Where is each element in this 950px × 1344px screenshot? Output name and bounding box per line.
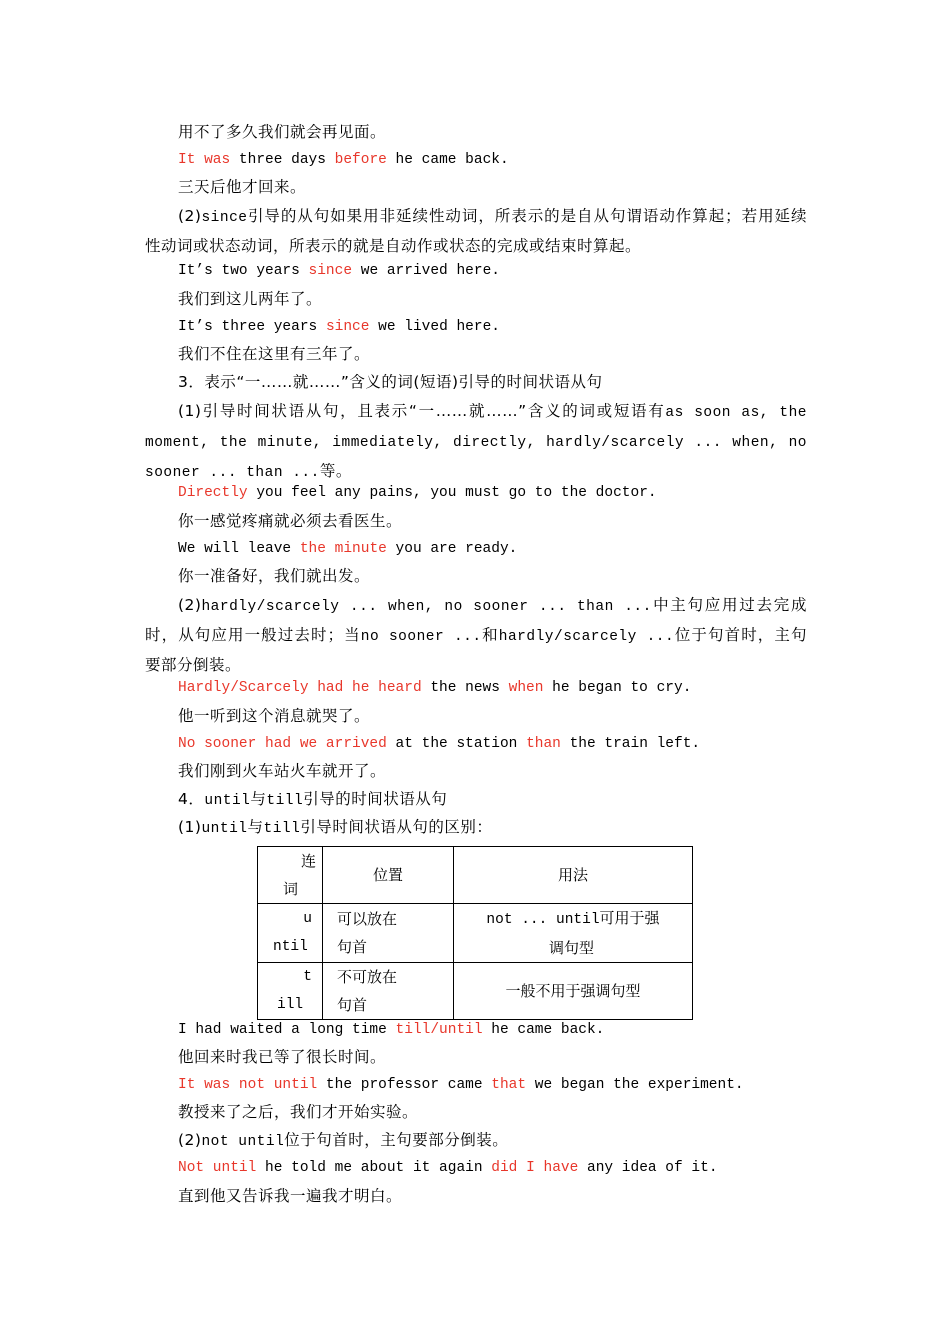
highlighted-text: than: [526, 736, 561, 752]
sentence-text: We will leave: [178, 541, 300, 557]
sentence-text: the professor came: [317, 1077, 492, 1093]
latin-text: no sooner ...: [360, 629, 482, 645]
sentence-text: any idea of it.: [578, 1160, 718, 1176]
sentence-text: he began to cry.: [543, 680, 692, 696]
section-heading: [178, 788, 447, 812]
example-sentence: [178, 260, 500, 282]
cjk-text: 引导时间状语从句的区别：: [300, 818, 493, 836]
highlighted-text: Not until: [178, 1160, 257, 1176]
cell-text: 句首: [337, 938, 368, 956]
text-line: [178, 1129, 508, 1153]
rule-paragraph: [145, 591, 807, 679]
cjk-text: 中主句应用过去完成时，从句应用一般过去时；当: [145, 596, 807, 644]
translation-line: 你一准备好，我们就出发。: [178, 567, 371, 585]
cell-text: 连: [300, 852, 316, 870]
cell-text: ill: [277, 997, 304, 1013]
translation-line: 他一听到这个消息就哭了。: [178, 707, 371, 725]
sentence-text: It’s three years: [178, 319, 326, 335]
sentence-text: we arrived here.: [352, 263, 500, 279]
sentence-text: you feel any pains, you must go to the doctor.: [247, 485, 657, 501]
sentence-text: you are ready.: [386, 541, 518, 557]
example-sentence: [178, 538, 517, 560]
cell-text: ntil: [273, 939, 308, 955]
table-row: [258, 963, 693, 1020]
sentence-text: three days: [230, 152, 335, 168]
sentence-text: the news: [421, 680, 509, 696]
latin-text: till: [263, 821, 301, 837]
table-row: [258, 904, 693, 963]
table-header-row: [258, 847, 693, 904]
cjk-text: 等。: [319, 462, 352, 480]
highlighted-text: Hardly/Scarcely had he heard: [178, 680, 422, 696]
latin-text: not until: [201, 1134, 285, 1150]
cjk-text: 引导的从句如果用非延续性动词，所表示的是自从句谓语动作算起；若用延续性动词或状态动词，所表示的就是自动作或状态的完成或结束时算起。: [145, 207, 807, 255]
latin-text: till: [266, 793, 304, 809]
cjk-text: 与: [247, 818, 264, 836]
sentence-text: at the station: [386, 736, 527, 752]
cell-text: 可以放在: [337, 910, 398, 928]
table-cell: [258, 963, 323, 1020]
section-heading: 3．表示“一……就……”含义的词(短语)引导的时间状语从句: [178, 373, 603, 391]
translation-line: 直到他又告诉我一遍我才明白。: [178, 1187, 403, 1205]
latin-text: as soon as, the moment, the minute, immediately, directly, hardly/scarcely ... when, no sooner ... than ...: [145, 405, 807, 481]
table-cell: [454, 963, 693, 1020]
example-sentence: [178, 677, 691, 699]
highlighted-text: that: [491, 1077, 527, 1093]
cjk-text: (2): [178, 207, 202, 225]
sentence-text: he told me about it again: [256, 1160, 492, 1176]
cell-text: 用法: [557, 866, 588, 884]
cell-text: t: [303, 969, 312, 985]
translation-line: 教授来了之后，我们才开始实验。: [178, 1103, 419, 1121]
sentence-text: we began the experiment.: [526, 1077, 744, 1093]
rule-paragraph: [145, 397, 807, 487]
cjk-text: 位于句首时，主句要部分倒装。: [145, 626, 807, 674]
cell-text: 句首: [337, 996, 368, 1014]
cjk-text: 4．: [178, 790, 205, 808]
highlighted-text: since: [308, 263, 353, 279]
translation-line: 你一感觉疼痛就必须去看医生。: [178, 512, 403, 530]
translation-line: 三天后他才回来。: [178, 178, 307, 196]
text-line: [178, 816, 492, 840]
table-cell: [258, 847, 323, 904]
cjk-text: (1)引导时间状语从句，且表示“一……就……”含义的词或短语有: [178, 402, 666, 420]
cjk-text: (2): [178, 596, 202, 614]
highlighted-text: the minute: [299, 541, 387, 557]
cell-text: u: [303, 911, 312, 927]
highlighted-text: since: [325, 319, 370, 335]
cell-text: 不可放在: [337, 968, 398, 986]
cjk-text: 和: [481, 626, 499, 644]
cell-text: 调句型: [549, 939, 595, 957]
table-cell: [323, 904, 454, 963]
latin-text: not ... until: [486, 912, 600, 928]
latin-text: hardly/scarcely ... when, no sooner ... than ...: [201, 599, 652, 615]
table-cell: [323, 847, 454, 904]
sentence-text: the train left.: [560, 736, 701, 752]
sentence-text: he came back.: [482, 1022, 605, 1038]
highlighted-text: did I have: [491, 1160, 579, 1176]
rule-paragraph: [145, 202, 807, 260]
sentence-text: he came back.: [386, 152, 509, 168]
latin-text: until: [204, 793, 251, 809]
cell-text: 位置: [372, 866, 403, 884]
cell-text: 一般不用于强调句型: [505, 982, 641, 1000]
cjk-text: (2): [178, 1131, 202, 1149]
cjk-text: 位于句首时，主句要部分倒装。: [284, 1131, 509, 1149]
example-sentence: [178, 482, 657, 504]
highlighted-text: Directly: [178, 485, 248, 501]
example-sentence: [178, 149, 509, 171]
cjk-text: 可用于强: [599, 909, 660, 927]
example-sentence: [178, 1074, 744, 1096]
highlighted-text: till/until: [395, 1022, 483, 1038]
translation-line: 我们不住在这里有三年了。: [178, 345, 371, 363]
example-sentence: [178, 1019, 604, 1041]
translation-line: 我们到这儿两年了。: [178, 290, 323, 308]
example-sentence: [178, 733, 700, 755]
sentence-text: I had waited a long time: [178, 1022, 396, 1038]
example-sentence: [178, 1157, 718, 1179]
latin-text: since: [201, 210, 248, 226]
cjk-text: (1): [178, 818, 202, 836]
table-cell: [454, 904, 693, 963]
table-cell: [323, 963, 454, 1020]
table-cell: [454, 847, 693, 904]
highlighted-text: No sooner had we arrived: [178, 736, 387, 752]
cjk-text: 引导的时间状语从句: [303, 790, 448, 808]
cell-text: [454, 904, 692, 934]
cell-text: 词: [283, 880, 299, 898]
translation-line: 我们刚到火车站火车就开了。: [178, 762, 387, 780]
highlighted-text: before: [334, 152, 387, 168]
highlighted-text: It was not until: [178, 1077, 318, 1093]
sentence-text: It’s two years: [178, 263, 309, 279]
highlighted-text: It was: [178, 152, 231, 168]
example-sentence: [178, 316, 500, 338]
highlighted-text: when: [508, 680, 544, 696]
translation-line: 他回来时我已等了很长时间。: [178, 1048, 387, 1066]
table-cell: [258, 904, 323, 963]
text-line: 用不了多久我们就会再见面。: [178, 123, 387, 141]
latin-text: until: [201, 821, 248, 837]
comparison-table: [257, 846, 693, 1020]
sentence-text: we lived here.: [369, 319, 500, 335]
cjk-text: 与: [250, 790, 267, 808]
latin-text: hardly/scarcely ...: [498, 629, 675, 645]
